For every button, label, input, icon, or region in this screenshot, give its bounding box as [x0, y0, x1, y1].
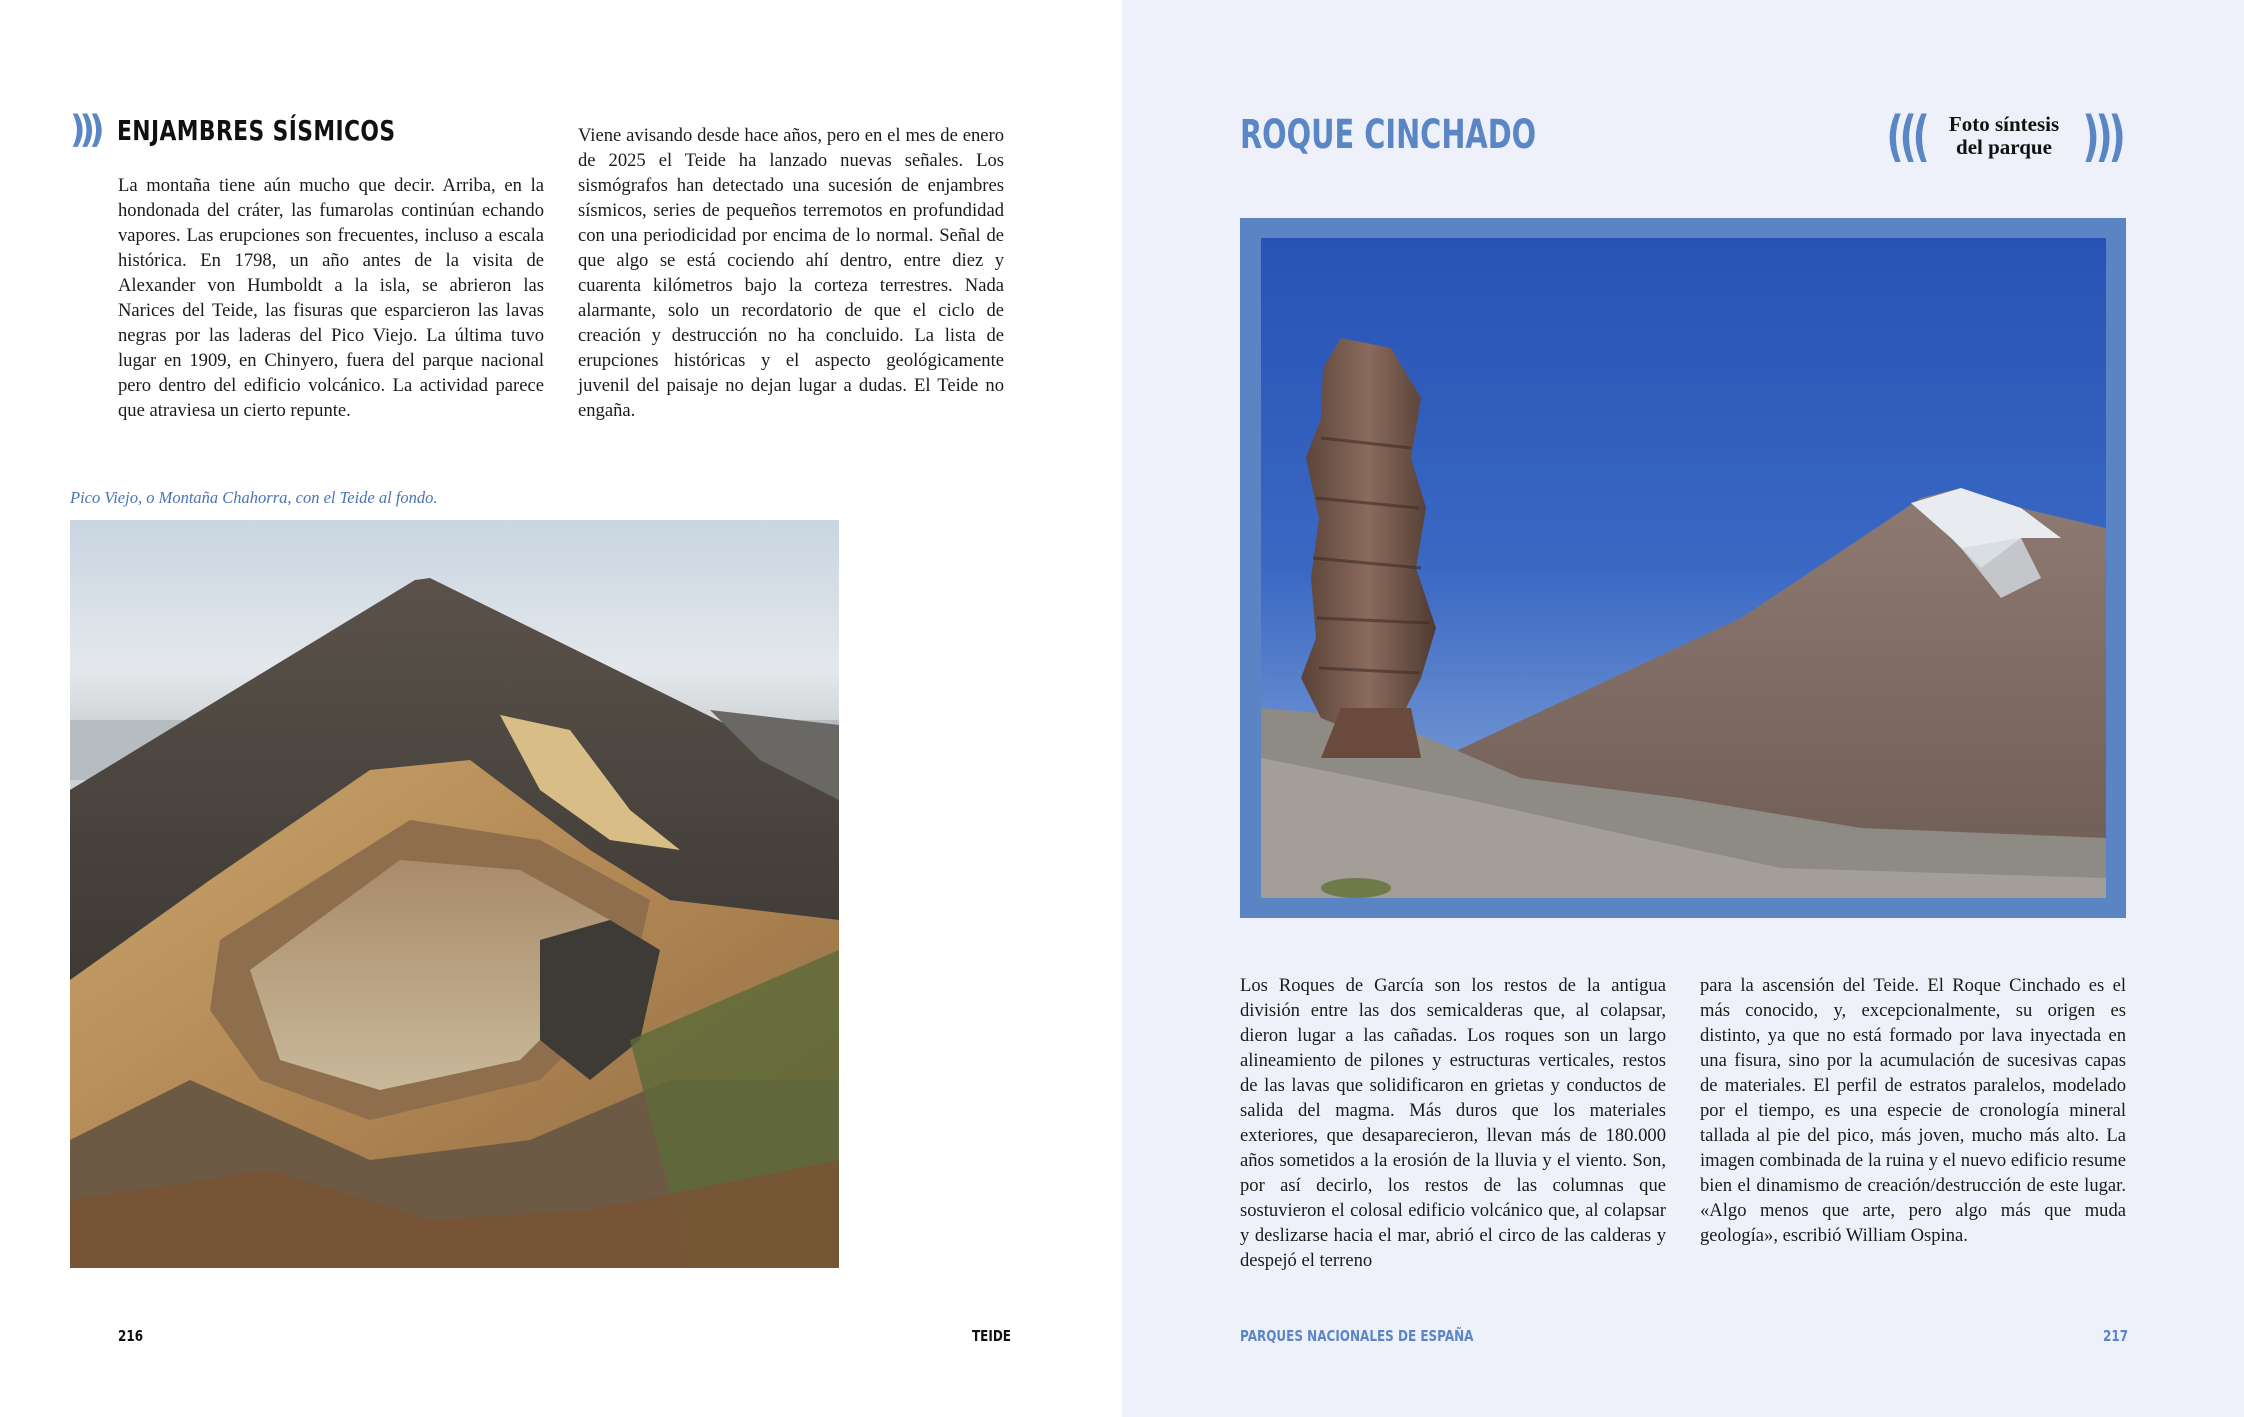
running-footer-left: TEIDE: [972, 1327, 1012, 1345]
photo-synthesis-badge: [1878, 104, 2130, 168]
right-waves-icon: ))): [2082, 104, 2122, 168]
pico-viejo-photo: [70, 520, 839, 1268]
badge-text: [1949, 113, 2059, 159]
sound-waves-icon: ))): [70, 108, 99, 152]
page-number-left: 216: [118, 1327, 144, 1345]
right-column-1-text: Los Roques de García son los restos de la antigua división entre las dos semicalderas que, al colapsar, dieron lugar a las cañadas. Los roques son un largo alineamiento de pilones y estructuras verticales, restos de las lavas que solidificaron en grietas y conductos de salida del magma. Más duros que los materiales exteriores, que desaparecieron, llevan más de 180.000 años sometidos a la erosión de la lluvia y el viento. Son, por así decirlo, los restos de las columnas que sostuvieron el colosal edificio volcánico que, al colapsar y deslizarse hacia el mar, abrió el circo de las calderas y despejó el terreno: [1240, 975, 1666, 1271]
left-waves-icon: (((: [1886, 104, 1926, 168]
section-heading: [70, 110, 474, 150]
left-column-2-text: Viene avisando desde hace años, pero en el mes de enero de 2025 el Teide ha lanzado nuevas señales. Los sismógrafos han detectado una sucesión de enjambres sísmicos, series de pequeños terremotos en profundidad con una periodicidad por encima de lo normal. Señal de que algo se está cociendo ahí dentro, entre diez y cuarenta kilómetros bajo la corteza terrestres. Nada alarmante, solo un recordatorio de que el ciclo de creación y destrucción no ha concluido. La lista de erupciones históricas y el aspecto geológicamente juvenil del paisaje no dejan lugar a dudas. El Teide no engaña.: [578, 125, 1004, 421]
right-page-title: ROQUE CINCHADO: [1240, 112, 1537, 158]
photo-caption: Pico Viejo, o Montaña Chahorra, con el Teide al fondo.: [70, 488, 438, 507]
running-footer-right: PARQUES NACIONALES DE ESPAÑA: [1240, 1327, 1474, 1345]
right-column-2-text: para la ascensión del Teide. El Roque Cinchado es el más conocido, y, excepcionalmente, su origen es distinto, ya que no está formado por lava inyectada en una fisura, sino por la acumulación de sucesivas capas de materiales. El perfil de estratos paralelos, modelado por el tiempo, es una especie de cronología mineral tallada al pie del pico, más joven, mucho más alto. La imagen combinada de la ruina y el nuevo edificio resume bien el dinamismo de creación/destrucción de este lugar. «Algo menos que arte, pero algo más que muda geología», escribió William Ospina.: [1700, 975, 2126, 1246]
section-title: ENJAMBRES SÍSMICOS: [116, 113, 396, 147]
badge-line-2: del parque: [1956, 135, 2052, 159]
page-number-right: 217: [2103, 1327, 2129, 1345]
badge-line-1: Foto síntesis: [1948, 112, 2060, 136]
left-column-1-text: La montaña tiene aún mucho que decir. Arriba, en la hondonada del cráter, las fumarolas continúan echando vapores. Las erupciones son frecuentes, incluso a escala histórica. En 1798, un año antes de la visita de Alexander von Humboldt a la isla, se abrieron las Narices del Teide, las fisuras que esparcieron las lavas negras por las laderas del Pico Viejo. La última tuvo lugar en 1909, en Chinyero, fuera del parque nacional pero dentro del edificio volcánico. La actividad parece que atraviesa un cierto repunte.: [118, 175, 544, 421]
roque-cinchado-photo: [1261, 238, 2106, 898]
